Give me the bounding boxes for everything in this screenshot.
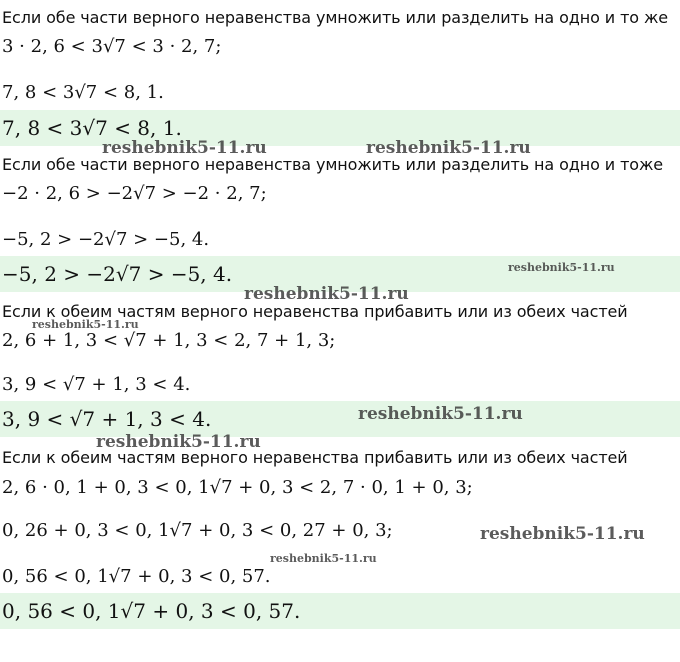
block-2-result: −5, 2 > −2√7 > −5, 4. bbox=[2, 262, 233, 286]
block-2-step-2: −5, 2 > −2√7 > −5, 4. bbox=[2, 229, 210, 250]
watermark: reshebnik5-11.ru bbox=[480, 524, 645, 544]
watermark: reshebnik5-11.ru bbox=[366, 138, 531, 158]
block-3-intro: Если к обеим частям верного неравенства прибавить или из обеих частей bbox=[2, 302, 628, 321]
block-4-step-3: 0, 56 < 0, 1√7 + 0, 3 < 0, 57. bbox=[2, 566, 271, 587]
watermark: reshebnik5-11.ru bbox=[32, 318, 139, 331]
block-4-step-2: 0, 26 + 0, 3 < 0, 1√7 + 0, 3 < 0, 27 + 0, 3; bbox=[2, 520, 393, 541]
block-3-result: 3, 9 < √7 + 1, 3 < 4. bbox=[2, 407, 212, 431]
watermark: reshebnik5-11.ru bbox=[244, 284, 409, 304]
block-2-step-1: −2 · 2, 6 > −2√7 > −2 · 2, 7; bbox=[2, 183, 267, 204]
watermark: reshebnik5-11.ru bbox=[508, 261, 615, 274]
block-3-step-2: 3, 9 < √7 + 1, 3 < 4. bbox=[2, 374, 191, 395]
block-4-result: 0, 56 < 0, 1√7 + 0, 3 < 0, 57. bbox=[2, 599, 301, 623]
block-4-step-1: 2, 6 · 0, 1 + 0, 3 < 0, 1√7 + 0, 3 < 2, 7 · 0, 1 + 0, 3; bbox=[2, 477, 473, 498]
block-1-intro: Если обе части верного неравенства умножить или разделить на одно и то же bbox=[2, 8, 669, 27]
watermark: reshebnik5-11.ru bbox=[358, 404, 523, 424]
block-4-result-highlight bbox=[0, 593, 680, 629]
block-4-intro: Если к обеим частям верного неравенства прибавить или из обеих частей bbox=[2, 448, 628, 467]
block-1-step-1: 3 · 2, 6 < 3√7 < 3 · 2, 7; bbox=[2, 36, 222, 57]
block-2-intro: Если обе части верного неравенства умножить или разделить на одно и тоже bbox=[2, 155, 664, 174]
block-1-result: 7, 8 < 3√7 < 8, 1. bbox=[2, 116, 182, 140]
block-3-step-1: 2, 6 + 1, 3 < √7 + 1, 3 < 2, 7 + 1, 3; bbox=[2, 330, 336, 351]
block-1-step-2: 7, 8 < 3√7 < 8, 1. bbox=[2, 82, 164, 103]
watermark: reshebnik5-11.ru bbox=[102, 138, 267, 158]
watermark: reshebnik5-11.ru bbox=[270, 552, 377, 565]
watermark: reshebnik5-11.ru bbox=[96, 432, 261, 452]
